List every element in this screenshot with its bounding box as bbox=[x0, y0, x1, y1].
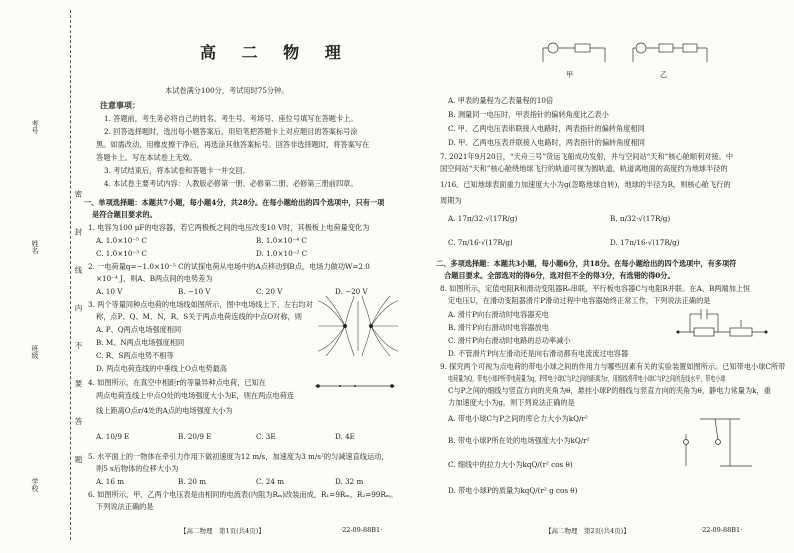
notice-line: 答题卡上。写在本试卷上无效。 bbox=[96, 153, 197, 162]
field-lines-figure bbox=[318, 296, 398, 356]
q1-option-b: B. 1.0×10⁻⁴ C bbox=[256, 236, 307, 245]
q4-stem-cont: 两点电荷连线上中点O处的电场强度大小为E，则在两点电荷连 bbox=[96, 391, 295, 400]
q4-option-a: A. 10/9 E bbox=[96, 432, 130, 441]
q6-option-d: D. 甲、乙两电压表并联接入电路时，两表指针的偏转角度相同 bbox=[448, 138, 645, 147]
q3-stem: 3. 两个等量同种点电荷的电场线如图所示，图中电场线上下、左右均对 bbox=[88, 300, 313, 309]
seal-line bbox=[70, 10, 71, 540]
q6-option-a: A. 甲表的量程为乙表量程的10倍 bbox=[448, 96, 554, 105]
q8-option-d: D. 不管滑片P向左滑动还是向右滑动都有电流流过电容器 bbox=[448, 349, 629, 358]
q4-option-c: C. 3E bbox=[256, 432, 276, 441]
q9-stem-cont3: 力加速度大小为g，则下列说法正确的是 bbox=[448, 398, 575, 407]
q2-option-d: D. −20 V bbox=[335, 287, 368, 296]
section1-heading-cont: 是符合题目要求的。 bbox=[92, 210, 157, 219]
q8-option-c: C. 滑片P向右滑动时电路的总功率减小 bbox=[448, 336, 571, 345]
section2-heading: 二、多项选择题：本题共3小题，每小题6分，共18分。在每小题给出的四个选项中，有多项符 bbox=[436, 259, 737, 268]
sidebar-kaohao: 考号 bbox=[31, 120, 39, 134]
q8-stem-cont: 定电压U，在滑动变阻器滑片P滑动过程中电容器始终正常工作，下列说法正确的是 bbox=[448, 296, 711, 305]
footer-left-code: ·22-09-88B1· bbox=[340, 526, 383, 534]
footer-right: 【高二物理 第2页(共4页)】 bbox=[545, 527, 630, 535]
voltmeter-figure-jia bbox=[535, 38, 615, 68]
q5-option-a: A. 16 m bbox=[96, 477, 125, 486]
q4-option-d: D. 4E bbox=[335, 432, 355, 441]
sidebar-xuexiao: 学校 bbox=[31, 478, 39, 492]
seal-text: 密 封 线 内 不 要 答 题 bbox=[74, 190, 83, 477]
q7-option-a: A. 17π/32·√(17R/g) bbox=[448, 214, 518, 223]
q8-stem: 8. 如图所示，定值电阻R和滑动变阻器R₀串联，平行板电容器C与电阻R并联。在A、B两端加上恒 bbox=[440, 284, 751, 293]
q8-option-a: A. 滑片P向右滑动时电容器充电 bbox=[448, 310, 549, 319]
q7-option-c: C. 7π/16·√(17R/g) bbox=[448, 238, 513, 247]
q7-stem-cont3: 周期为 bbox=[440, 196, 462, 205]
q9-option-a: A. 带电小球C与P之间的库仑力大小为kQ/r² bbox=[448, 414, 588, 423]
exam-info: 本试卷满分100分，考试用时75分钟。 bbox=[165, 86, 289, 95]
q4-stem-cont2: 线上距离O点r/4处的A点的电场强度大小为 bbox=[96, 406, 233, 415]
q9-stem-cont2: C与P之间的细线与竖直方向的夹角为θ，悬挂小球P的细线与竖直方向的夹角为θ，静电力常量为k，重 bbox=[448, 386, 771, 395]
q3-option-a: A. P、Q两点电场强度相同 bbox=[96, 325, 182, 334]
q3-option-c: C. R、S两点电势不相等 bbox=[96, 351, 174, 360]
q9-option-c: C. 细线中的拉力大小为kqQ/(r² cos θ) bbox=[448, 460, 573, 469]
q6-option-b: B. 测量同一电压时，甲表指针的偏转角度比乙表小 bbox=[448, 110, 609, 119]
q9-option-b: B. 带电小球P所在处的电场强度大小为kQ/r² bbox=[448, 436, 590, 445]
page-title: 高 二 物 理 bbox=[200, 43, 351, 62]
q1-stem: 1. 电容为100 μF的电容器，若它两极板之间的电压改变10 V时，其极板上电荷量变化为 bbox=[88, 223, 370, 232]
voltmeter-figure-yi bbox=[625, 38, 715, 68]
label-yi: 乙 bbox=[660, 70, 668, 79]
sidebar-xingming: 姓名 bbox=[31, 240, 39, 254]
q2-option-b: B. −10 V bbox=[178, 287, 211, 296]
notice-line: 4. 本试卷主要考试内容：人教版必修第一册、必修第二册、必修第三册前四章。 bbox=[104, 179, 358, 188]
q5-stem: 5. 水平面上的一物体在牵引力作用下做初速度为12 m/s，加速度为3 m/s²的匀减速直线运动， bbox=[88, 452, 389, 461]
q5-option-d: D. 32 m bbox=[335, 477, 364, 486]
q2-stem-cont: ×10⁻⁴ J，则A、B两点间的电势差为 bbox=[96, 274, 213, 283]
capacitor-circuit-figure bbox=[672, 304, 772, 356]
q9-stem: 9. 探究两个可视为点电荷的带电小球之间的作用力与哪些因素有关的实验装置如图所示。已知带电小球C所带 bbox=[440, 362, 786, 371]
coulomb-apparatus-figure bbox=[680, 414, 760, 470]
notice-heading: 注意事项： bbox=[100, 100, 140, 110]
q4-option-b: B. 20/9 E bbox=[178, 432, 212, 441]
q9-option-d: D. 带电小球P的质量为kqQ/(r² g cos θ) bbox=[448, 486, 578, 495]
q6-stem: 6. 如图所示，甲、乙两个电压表是由相同的电流表(内阻为Rₘ)改装而成，R₁=9Rₘ，R₂=99Rₘ。 bbox=[88, 490, 398, 499]
q6-option-c: C. 甲、乙两电压表串联接入电路时，两表指针的偏转角度相同 bbox=[448, 124, 645, 133]
q8-option-b: B. 滑片P向右滑动时电容器放电 bbox=[448, 323, 549, 332]
footer-right-code: ·22-09-88B1· bbox=[700, 526, 743, 534]
q1-option-d: D. 1.0×10⁻² C bbox=[256, 249, 308, 258]
q7-stem-cont: 国空间站“天和”核心舱绕地球飞行的轨道可视为圆轨道，轨道离地面的高度约为地球半径的 bbox=[440, 164, 728, 173]
notice-line: 黑。如需改动，用橡皮擦干净后，再选涂其他答案标号。回答非选择题时，将答案写在 bbox=[96, 140, 370, 149]
notice-line: 1. 答题前，考生务必将自己的姓名、考生号、考场号、座位号填写在答题卡上。 bbox=[104, 114, 358, 123]
q2-option-c: C. 20 V bbox=[256, 287, 283, 296]
q7-option-d: D. 17π/16·√(17R/g) bbox=[610, 238, 680, 247]
q2-option-a: A. 10 V bbox=[96, 287, 123, 296]
q1-option-a: A. 1.0×10⁻⁵ C bbox=[96, 236, 147, 245]
notice-line: 3. 考试结束后，将本试卷和答题卡一并交回。 bbox=[104, 166, 250, 175]
q6-stem-cont: 下列说法正确的是 bbox=[96, 502, 154, 511]
q7-option-b: B. π/32·√(17R/g) bbox=[610, 214, 671, 223]
sidebar-banji: 班级 bbox=[31, 345, 39, 359]
q3-option-b: B. M、N两点电场强度相同 bbox=[96, 338, 185, 347]
q2-stem: 2. 一电荷量q=−1.0×10⁻⁵ C的试探电荷从电场中的A点移动到B点，电场力做功W=2.0 bbox=[88, 262, 370, 271]
section2-heading-cont: 合题目要求。全部选对的得6分，选对但不全的得3分，有选错的得0分。 bbox=[444, 271, 675, 280]
q7-stem-cont2: 1/16。已知地球表面重力加速度大小为g(忽略地球自转)，地球的半径为R，则核心舱飞行的 bbox=[440, 180, 731, 189]
charges-line-figure bbox=[310, 378, 400, 398]
q3-stem-cont: 称，点P、Q、M、N，R、S关于两点电荷连线的中点O对称，则 bbox=[96, 312, 302, 321]
q3-option-d: D. 两点电荷连线的中垂线上O点电势最高 bbox=[96, 364, 227, 373]
q5-option-c: C. 24 m bbox=[256, 477, 285, 486]
q5-stem-cont: 则5 s后物体的位移大小为 bbox=[96, 464, 179, 473]
label-jia: 甲 bbox=[566, 70, 574, 79]
q4-stem: 4. 如图所示，在真空中相距r的等量异种点电荷，已知在 bbox=[88, 378, 266, 387]
footer-left: 【高二物理 第1页(共4页)】 bbox=[180, 527, 265, 535]
q1-option-c: C. 1.0×10⁻³ C bbox=[96, 249, 147, 258]
notice-line: 2. 回答选择题时，选出每小题答案后，用铅笔把答题卡上对应题目的答案标号涂 bbox=[104, 127, 358, 136]
q7-stem: 7. 2021年9月20日，“天舟三号”货运飞船成功发射，并与空间站“天和”核心舱顺利对接。中 bbox=[440, 152, 734, 161]
section1-heading: 一、单项选择题：本题共7小题，每小题4分，共28分。在每小题给出的四个选项中，只有一项 bbox=[84, 198, 385, 207]
q5-option-b: B. 20 m bbox=[178, 477, 207, 486]
q9-stem-cont: 电荷量为Q，带电小球P所带电荷量为q，P带电小球C与P之间的距离为r，用细线将带电小球C与P之间的连线水平，带电小球 bbox=[448, 374, 726, 383]
